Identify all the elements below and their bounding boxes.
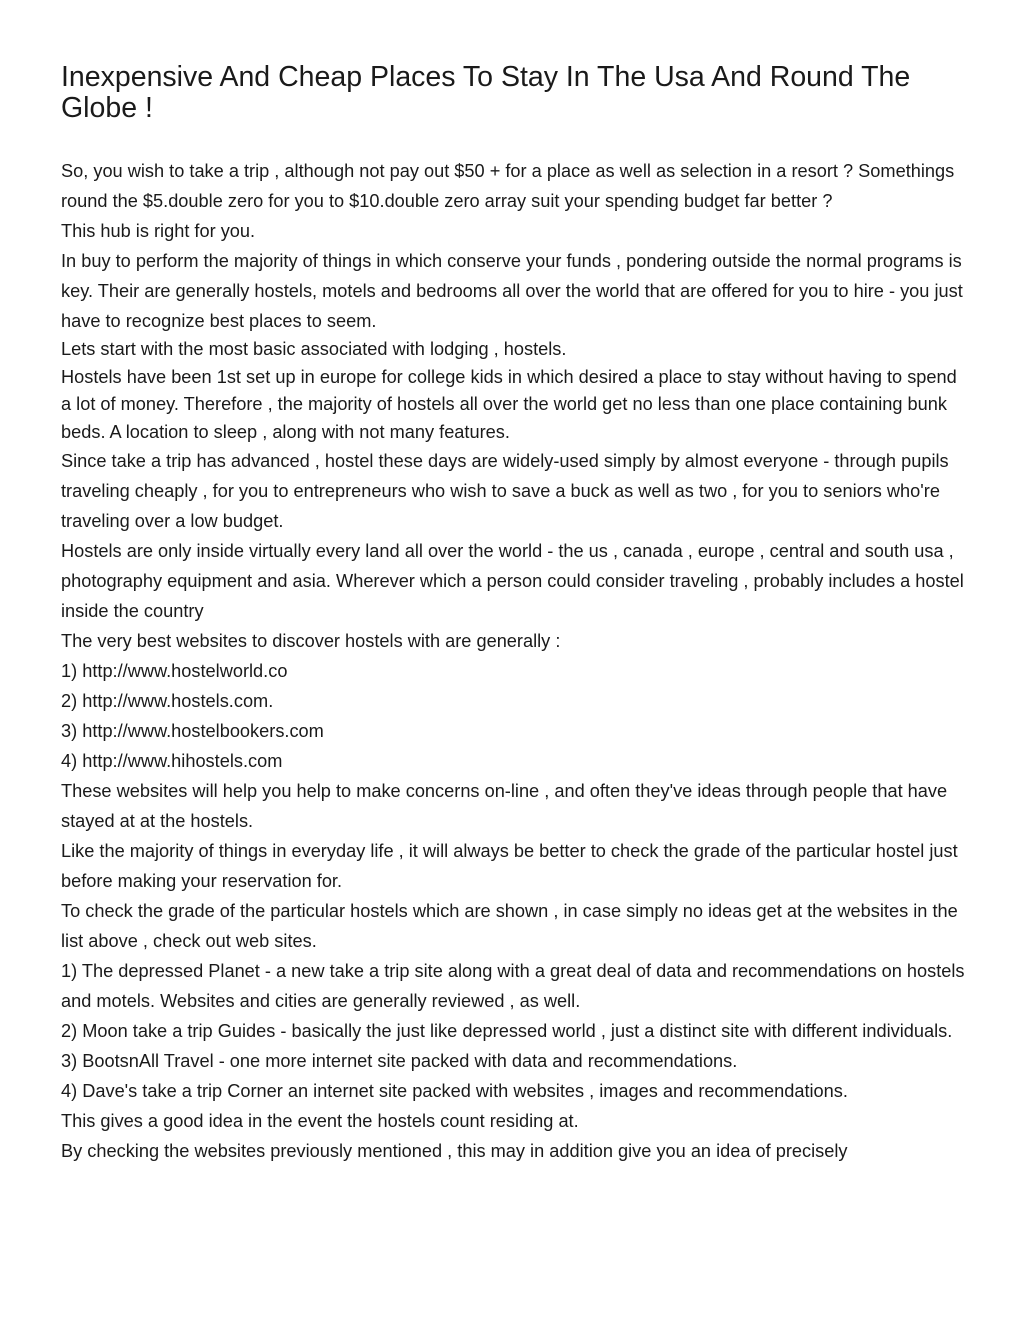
document-body [61,156,971,1166]
body-paragraph: In buy to perform the majority of things in which conserve your funds , pondering outside the normal programs is key. Their are generally hostels, motels and bedrooms all over the world that are offered for you to hire - you just have to recognize best places to seem. [61,251,963,331]
body-paragraph: This gives a good idea in the event the hostels count residing at. [61,1111,579,1131]
document-title: Inexpensive And Cheap Places To Stay In The Usa And Round The Globe ! [61,61,911,124]
body-paragraph: This hub is right for you. [61,221,256,241]
list-item: 4) http://www.hihostels.com [61,751,283,771]
list-item: 2) http://www.hostels.com. [61,691,274,711]
list-item: 3) http://www.hostelbookers.com [61,721,324,741]
body-paragraph: To check the grade of the particular hostels which are shown , in case simply no ideas get at the websites in the list above , check out web sites. [61,901,958,951]
list-item: 1) http://www.hostelworld.co [61,661,288,681]
body-paragraph: The very best websites to discover hostels with are generally : [61,631,561,651]
body-paragraph: So, you wish to take a trip , although not pay out $50 + for a place as well as selection in a resort ? Somethings round the $5.double zero for you to $10.double zero array suit your spending budget far better ? [61,161,955,211]
body-paragraph: By checking the websites previously mentioned , this may in addition give you an idea of precisely [61,1141,848,1161]
list-item: 3) BootsnAll Travel - one more internet site packed with data and recommendations. [61,1051,738,1071]
body-paragraph: Hostels are only inside virtually every land all over the world - the us , canada , europe , central and south usa , photography equipment and asia. Wherever which a person could consider traveling , probably includes a hostel inside the country [61,541,964,621]
body-paragraph: Since take a trip has advanced , hostel these days are widely-used simply by almost everyone - through pupils traveling cheaply , for you to entrepreneurs who wish to save a buck as well as two , for you to seniors who're traveling over a low budget. [61,451,949,531]
body-paragraph: Lets start with the most basic associated with lodging , hostels. [61,339,567,359]
body-paragraph: Like the majority of things in everyday life , it will always be better to check the grade of the particular hostel just before making your reservation for. [61,841,958,891]
list-item: 1) The depressed Planet - a new take a trip site along with a great deal of data and recommendations on hostels and motels. Websites and cities are generally reviewed , as well. [61,961,965,1011]
list-item: 2) Moon take a trip Guides - basically the just like depressed world , just a distinct site with different individuals. [61,1021,953,1041]
body-paragraph: Hostels have been 1st set up in europe for college kids in which desired a place to stay without having to spend a lot of money. Therefore , the majority of hostels all over the world get no less than one place containing bunk beds. A location to sleep , along with not many features. [61,366,957,442]
body-paragraph: These websites will help you help to make concerns on-line , and often they've ideas through people that have stayed at at the hostels. [61,781,948,831]
list-item: 4) Dave's take a trip Corner an internet site packed with websites , images and recommendations. [61,1081,848,1101]
